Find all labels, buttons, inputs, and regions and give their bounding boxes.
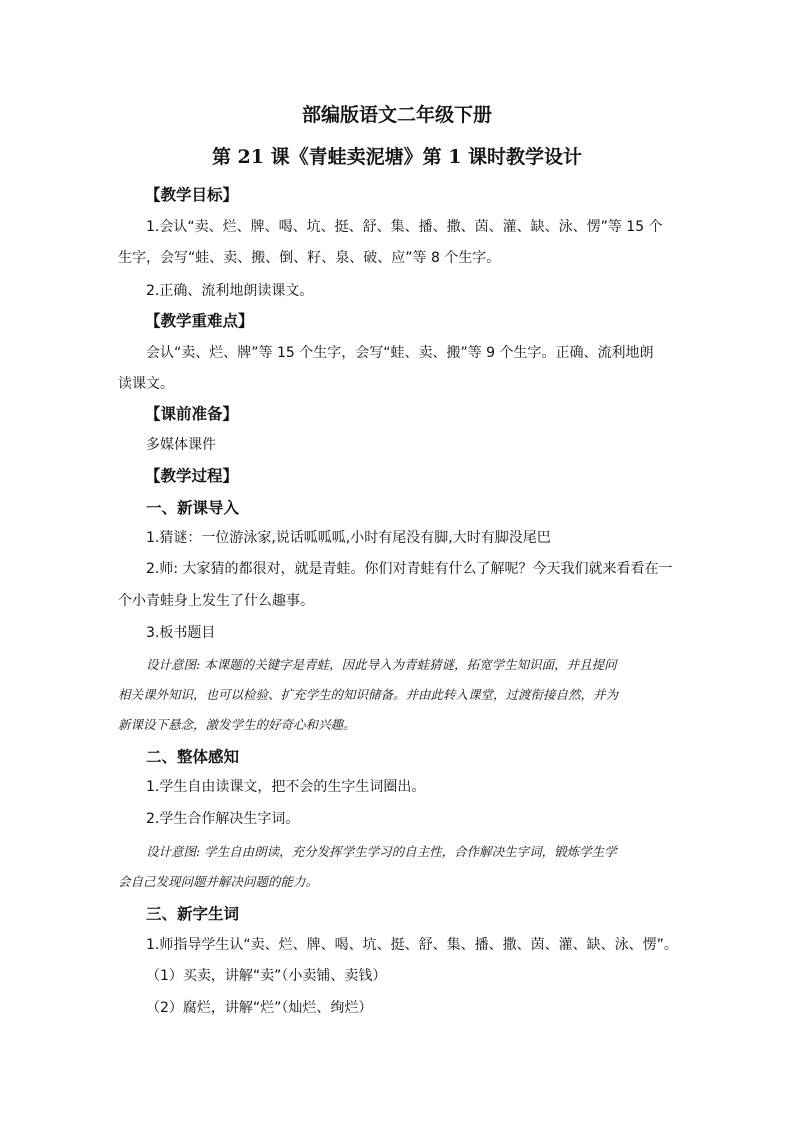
section-3-heading: 三、新字生词 (146, 904, 240, 923)
section-1-item-2-line-1: 2.师: 大家猜的都很对，就是青蛙。你们对青蛙有什么了解呢？今天我们就来看看在一 (146, 561, 673, 577)
section-3-sub-2: （2）腐烂，讲解“烂”（灿烂、绚烂） (146, 1000, 373, 1016)
key-points-line-1: 会认“卖、烂、牌”等 15 个生字，会写“蛙、卖、搬”等 9 个生字。正确、流利地朗 (146, 345, 654, 361)
preparation-text: 多媒体课件 (146, 437, 216, 453)
key-points-line-2: 读课文。 (118, 376, 174, 392)
section-2-heading: 二、整体感知 (146, 747, 240, 766)
objective-1-line-1: 1.会认“卖、烂、牌、喝、坑、挺、舒、集、播、撒、茵、灌、缺、泳、愣”等 15 个 (146, 219, 663, 235)
section-1-note-line-2: 相关课外知识，也可以检验、扩充学生的知识储备。并由此转入课堂，过渡衔接自然，并为 (118, 687, 619, 702)
objectives-heading: 【教学目标】 (145, 185, 239, 204)
objective-1-line-2: 生字，会写“蛙、卖、搬、倒、籽、泉、破、应”等 8 个生字。 (118, 250, 501, 266)
section-2-item-1: 1.学生自由读课文，把不会的生字生词圈出。 (146, 779, 426, 795)
section-2-note-line-2: 会自己发现问题并解决问题的能力。 (118, 874, 319, 889)
section-3-sub-1: （1）买卖，讲解“卖”（小卖铺、卖钱） (146, 968, 387, 984)
section-1-heading: 一、新课导入 (146, 498, 240, 517)
section-1-note-line-1: 设计意图: 本课题的关键字是青蛙，因此导入为青蛙猜谜，拓宽学生知识面，并且提问 (146, 657, 617, 672)
section-1-item-3: 3.板书题目 (146, 625, 216, 641)
section-2-item-2: 2.学生合作解决生字词。 (146, 811, 300, 827)
section-2-note-line-1: 设计意图: 学生自由朗读，充分发挥学生学习的自主性，合作解决生字词，锻炼学生学 (146, 844, 617, 859)
section-3-item-1: 1.师指导学生认“卖、烂、牌、喝、坑、挺、舒、集、播、撒、茵、灌、缺、泳、愣”。 (146, 937, 678, 953)
section-1-note-line-3: 新课设下悬念，激发学生的好奇心和兴趣。 (118, 717, 356, 732)
section-1-item-2-line-2: 个小青蛙身上发生了什么趣事。 (118, 593, 314, 609)
document-title: 部编版语文二年级下册 (301, 104, 492, 126)
section-1-item-1: 1.猜谜：一位游泳家,说话呱呱呱,小时有尾没有脚,大时有脚没尾巴 (146, 530, 551, 546)
preparation-heading: 【课前准备】 (145, 404, 239, 423)
objective-2: 2.正确、流利地朗读课文。 (146, 283, 314, 299)
key-points-heading: 【教学重难点】 (145, 311, 254, 330)
lesson-title: 第 21 课《青蛙卖泥塘》第 1 课时教学设计 (211, 146, 583, 168)
process-heading: 【教学过程】 (145, 466, 239, 485)
